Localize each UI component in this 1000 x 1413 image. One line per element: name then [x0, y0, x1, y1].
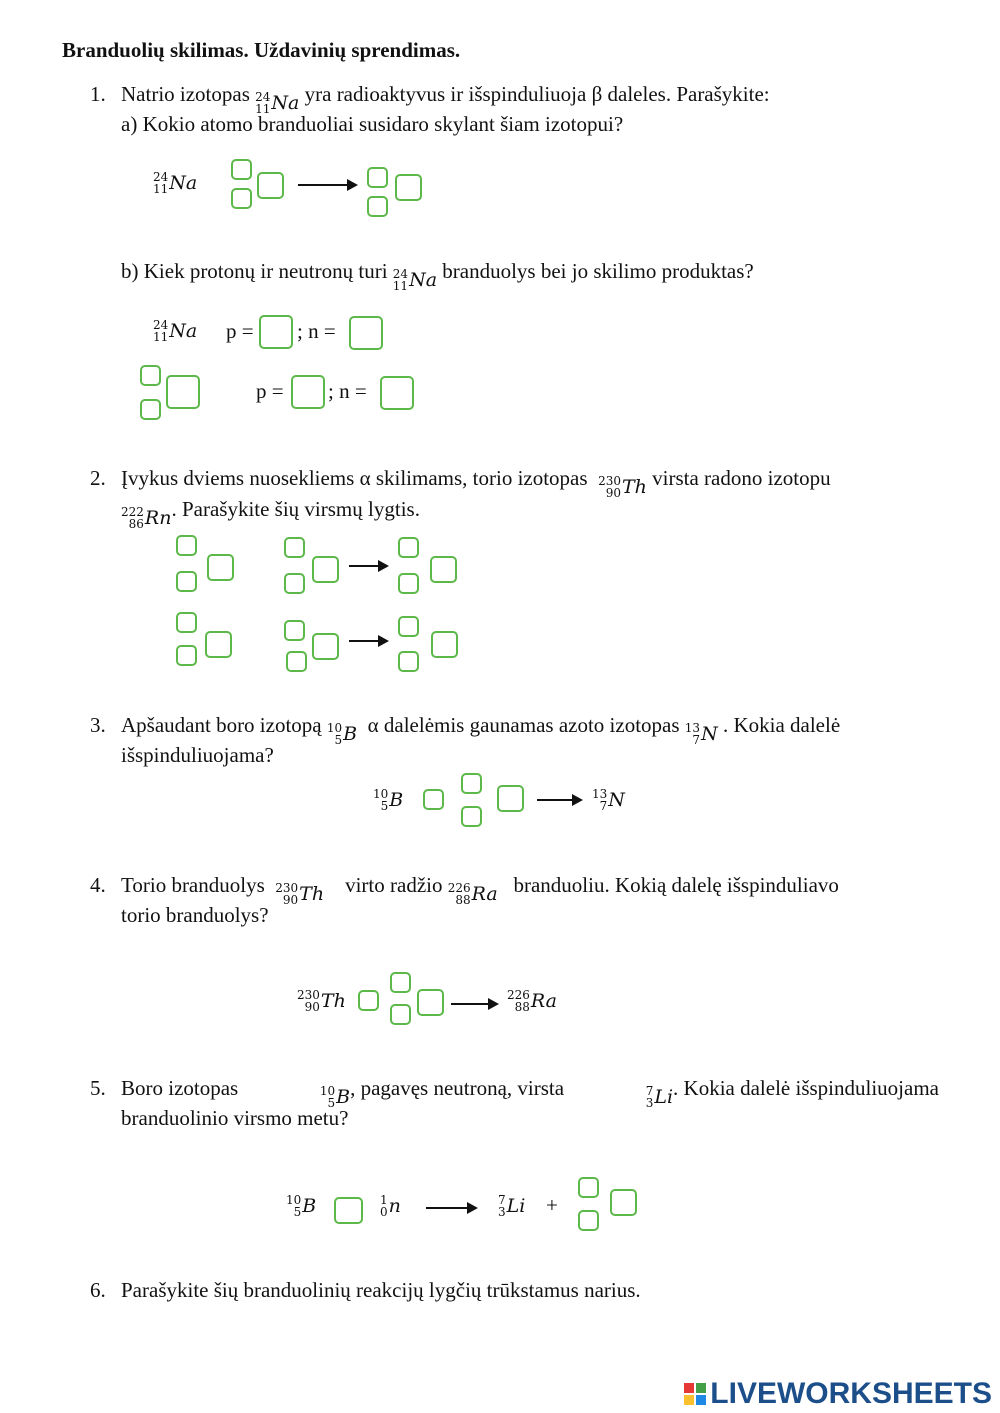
isotope-rn: 222 86 Rn — [121, 505, 172, 531]
answer-box[interactable] — [417, 989, 444, 1016]
answer-box[interactable] — [398, 537, 419, 558]
question-5-text: Boro izotopas 10 5 B , pagavęs neutroną, virsta 7 3 Li . Kokia dalelė išspinduliuojama — [121, 1076, 939, 1110]
answer-box[interactable] — [284, 573, 305, 594]
q1b-isotope-na: 24 11 Na — [153, 318, 198, 344]
p-label: p = — [226, 319, 254, 343]
answer-box[interactable] — [461, 806, 482, 827]
reaction-arrow — [537, 799, 581, 801]
q5-neutron: 1 0 n — [380, 1193, 401, 1219]
question-5-text-line2: branduolinio virsmo metu? — [121, 1106, 349, 1130]
answer-box[interactable] — [286, 651, 307, 672]
reaction-arrow — [298, 184, 356, 186]
answer-box[interactable] — [497, 785, 524, 812]
answer-box[interactable] — [231, 159, 252, 180]
n-label: ; n = — [297, 319, 336, 343]
answer-box[interactable] — [367, 167, 388, 188]
plus-sign: + — [546, 1193, 558, 1217]
answer-box[interactable] — [140, 365, 161, 386]
logo-square — [684, 1395, 694, 1405]
question-3-text: Apšaudant boro izotopą 10 5 B α dalelėmis gaunamas azoto izotopas 13 7 N . Kokia dalelė — [121, 713, 841, 747]
neutrons-input[interactable] — [380, 376, 414, 410]
question-2-text-line2: 222 86 Rn . Parašykite šių virsmų lygtis. — [121, 497, 420, 531]
q3-isotope-n: 13 7 N — [592, 787, 625, 813]
question-4-number: 4. — [90, 873, 106, 897]
q1-text-end: yra radioaktyvus ir išspinduliuoja β daleles. Parašykite: — [304, 82, 770, 106]
question-3-number: 3. — [90, 713, 106, 737]
question-2-text: Įvykus dviems nuosekliems α skilimams, torio izotopas 230 90 Th virsta radono izotopu — [121, 466, 831, 500]
answer-box[interactable] — [312, 556, 339, 583]
answer-box[interactable] — [207, 554, 234, 581]
isotope-li: 7 3 Li — [645, 1084, 674, 1110]
q4-isotope-ra: 226 88 Ra — [507, 988, 557, 1014]
answer-box[interactable] — [257, 172, 284, 199]
q1a-isotope-na: 24 11 Na — [153, 170, 198, 196]
isotope-b: 10 5 B — [326, 721, 358, 747]
logo-square — [684, 1383, 694, 1393]
isotope-na: 24 11 Na — [255, 90, 300, 116]
neutrons-input[interactable] — [349, 316, 383, 350]
operator-box[interactable] — [358, 990, 379, 1011]
page-title: Branduolių skilimas. Uždavinių sprendimas. — [62, 38, 461, 62]
q5-isotope-b: 10 5 B — [286, 1193, 317, 1219]
answer-box[interactable] — [398, 616, 419, 637]
answer-box[interactable] — [398, 573, 419, 594]
isotope-b: 10 5 B — [319, 1084, 351, 1110]
q4-isotope-th: 230 90 Th — [297, 988, 346, 1014]
n-label: ; n = — [328, 379, 367, 403]
answer-box[interactable] — [176, 535, 197, 556]
liveworksheets-logo — [684, 1377, 992, 1411]
isotope-th: 230 90 Th — [275, 881, 325, 907]
answer-box[interactable] — [390, 972, 411, 993]
logo-squares-icon — [684, 1383, 706, 1405]
answer-box[interactable] — [578, 1177, 599, 1198]
question-6-number: 6. — [90, 1278, 106, 1302]
isotope-n: 13 7 N — [684, 721, 718, 747]
answer-box[interactable] — [231, 188, 252, 209]
answer-box[interactable] — [176, 612, 197, 633]
logo-square — [696, 1395, 706, 1405]
protons-input[interactable] — [291, 375, 325, 409]
answer-box[interactable] — [430, 556, 457, 583]
brand-name: LIVEWORKSHEETS — [710, 1377, 992, 1410]
isotope-ra: 226 88 Ra — [447, 881, 498, 907]
answer-box[interactable] — [610, 1189, 637, 1216]
logo-square — [696, 1383, 706, 1393]
answer-box[interactable] — [578, 1210, 599, 1231]
question-3-text-line2: išspinduliuojama? — [121, 743, 274, 767]
q1-text-start: Natrio izotopas — [121, 82, 250, 106]
answer-box[interactable] — [284, 620, 305, 641]
answer-box[interactable] — [390, 1004, 411, 1025]
p-label: p = — [256, 379, 284, 403]
answer-box[interactable] — [205, 631, 232, 658]
reaction-arrow — [451, 1003, 497, 1005]
q3-isotope-b: 10 5 B — [373, 787, 404, 813]
answer-box[interactable] — [176, 571, 197, 592]
protons-input[interactable] — [259, 315, 293, 349]
answer-box[interactable] — [284, 537, 305, 558]
question-1b-text: b) Kiek protonų ir neutronų turi 24 11 Na branduolys bei jo skilimo produktas? — [121, 259, 754, 293]
isotope-na: 24 11 Na — [392, 267, 438, 293]
operator-box[interactable] — [334, 1197, 363, 1224]
reaction-arrow — [349, 640, 387, 642]
question-5-number: 5. — [90, 1076, 106, 1100]
answer-box[interactable] — [398, 651, 419, 672]
q5-isotope-li: 7 3 Li — [498, 1193, 526, 1219]
reaction-arrow — [349, 565, 387, 567]
answer-box[interactable] — [431, 631, 458, 658]
question-1a-text: a) Kokio atomo branduoliai susidaro skylant šiam izotopui? — [121, 112, 624, 136]
answer-box[interactable] — [312, 633, 339, 660]
answer-box[interactable] — [140, 399, 161, 420]
answer-box[interactable] — [176, 645, 197, 666]
answer-box[interactable] — [166, 375, 200, 409]
question-2-number: 2. — [90, 466, 106, 490]
isotope-th: 230 90 Th — [598, 474, 647, 500]
operator-box[interactable] — [423, 789, 444, 810]
reaction-arrow — [426, 1207, 476, 1209]
question-4-text-line2: torio branduolys? — [121, 903, 269, 927]
question-1-number: 1. — [90, 82, 106, 106]
answer-box[interactable] — [395, 174, 422, 201]
question-4-text: Torio branduolys 230 90 Th virto radžio 226 88 Ra branduoliu. Kokią dalelę išspinduliavo — [121, 873, 839, 907]
answer-box[interactable] — [367, 196, 388, 217]
answer-box[interactable] — [461, 773, 482, 794]
question-6-text: Parašykite šių branduolinių reakcijų lygčių trūkstamus narius. — [121, 1278, 641, 1302]
